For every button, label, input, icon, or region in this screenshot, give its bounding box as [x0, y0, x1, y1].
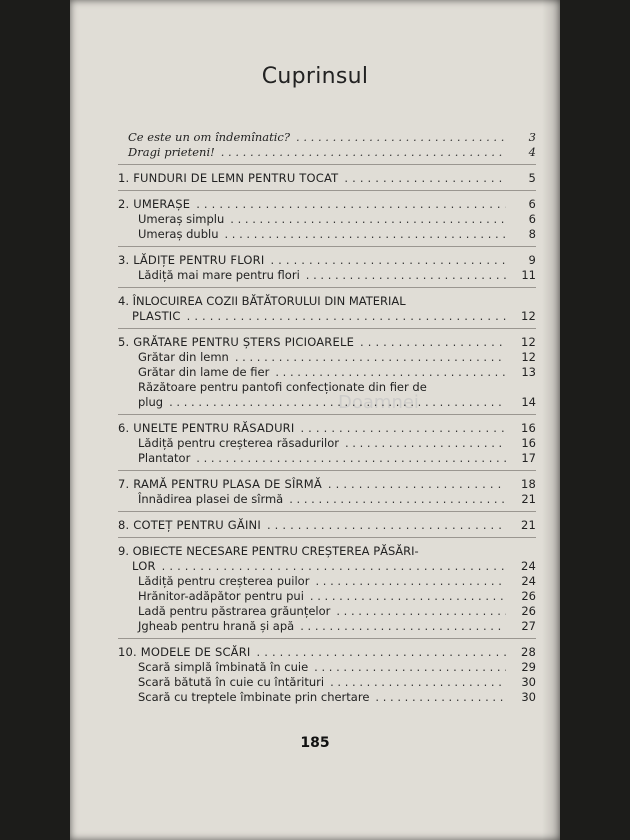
toc-chapter-line1: 9. OBIECTE NECESARE PENTRU CREȘTEREA PĂSĂRI- [118, 544, 419, 558]
toc-entry: Plantator . . . 17 [118, 451, 536, 466]
divider [118, 537, 536, 538]
toc-chapter: 1. FUNDURI DE LEMN PENTRU TOCAT . . . 5 [118, 171, 536, 186]
toc-entry: Ladă pentru păstrarea grăunțelor . . . 26 [118, 604, 536, 619]
toc-chapter: 5. GRĂTARE PENTRU ȘTERS PICIOARELE . . . 12 [118, 335, 536, 350]
divider [118, 511, 536, 512]
toc-entry: Grătar din lame de fier . . . 13 [118, 365, 536, 380]
toc-entry: Lădiță mai mare pentru flori . . . 11 [118, 268, 536, 283]
divider [118, 164, 536, 165]
divider [118, 638, 536, 639]
toc-entry: Scară bătută în cuie cu întărituri . . . 30 [118, 675, 536, 690]
toc-entry: Înnădirea plasei de sîrmă . . . 21 [118, 492, 536, 507]
divider [118, 246, 536, 247]
divider [118, 287, 536, 288]
toc-entry: Lădiță pentru creșterea puilor . . . 24 [118, 574, 536, 589]
table-of-contents [118, 130, 536, 705]
page-title: Cuprinsul [261, 64, 369, 89]
toc-chapter: 10. MODELE DE SCĂRI . . . 28 [118, 645, 536, 660]
page-number: 185 [300, 735, 330, 751]
toc-chapter: LOR . . . 24 [118, 559, 536, 574]
toc-entry: Umeraș simplu . . . 6 [118, 212, 536, 227]
divider [118, 190, 536, 191]
toc-entry: Scară simplă îmbinată în cuie . . . 29 [118, 660, 536, 675]
book-page [70, 0, 560, 840]
toc-entry: Dragi prieteni! . . . 4 [118, 145, 536, 160]
toc-entry-line1: Răzătoare pentru pantofi confecționate din fier de [138, 380, 427, 394]
divider [118, 470, 536, 471]
watermark: Doamnei [338, 392, 419, 413]
toc-entry: plug . . . 14 [118, 395, 536, 410]
toc-entry: Grătar din lemn . . . 12 [118, 350, 536, 365]
toc-chapter: 6. UNELTE PENTRU RĂSADURI . . . 16 [118, 421, 536, 436]
divider [118, 328, 536, 329]
toc-chapter: 3. LĂDIȚE PENTRU FLORI . . . 9 [118, 253, 536, 268]
toc-entry: Jgheab pentru hrană și apă . . . 27 [118, 619, 536, 634]
toc-chapter: PLASTIC . . . 12 [118, 309, 536, 324]
divider [118, 414, 536, 415]
toc-entry: Scară cu treptele îmbinate prin chertare . . . 30 [118, 690, 536, 705]
toc-chapter-line1: 4. ÎNLOCUIREA COZII BĂTĂTORULUI DIN MATERIAL [118, 294, 406, 308]
toc-entry: Lădiță pentru creșterea răsadurilor . . . 16 [118, 436, 536, 451]
toc-chapter: 8. COTEȚ PENTRU GĂINI . . . 21 [118, 518, 536, 533]
toc-entry: Hrănitor-adăpător pentru pui . . . 26 [118, 589, 536, 604]
toc-entry: Ce este un om îndemînatic? . . . 3 [118, 130, 536, 145]
toc-chapter: 7. RAMĂ PENTRU PLASA DE SÎRMĂ . . . 18 [118, 477, 536, 492]
toc-chapter: 2. UMERAȘE . . . 6 [118, 197, 536, 212]
toc-entry: Umeraș dublu . . . 8 [118, 227, 536, 242]
